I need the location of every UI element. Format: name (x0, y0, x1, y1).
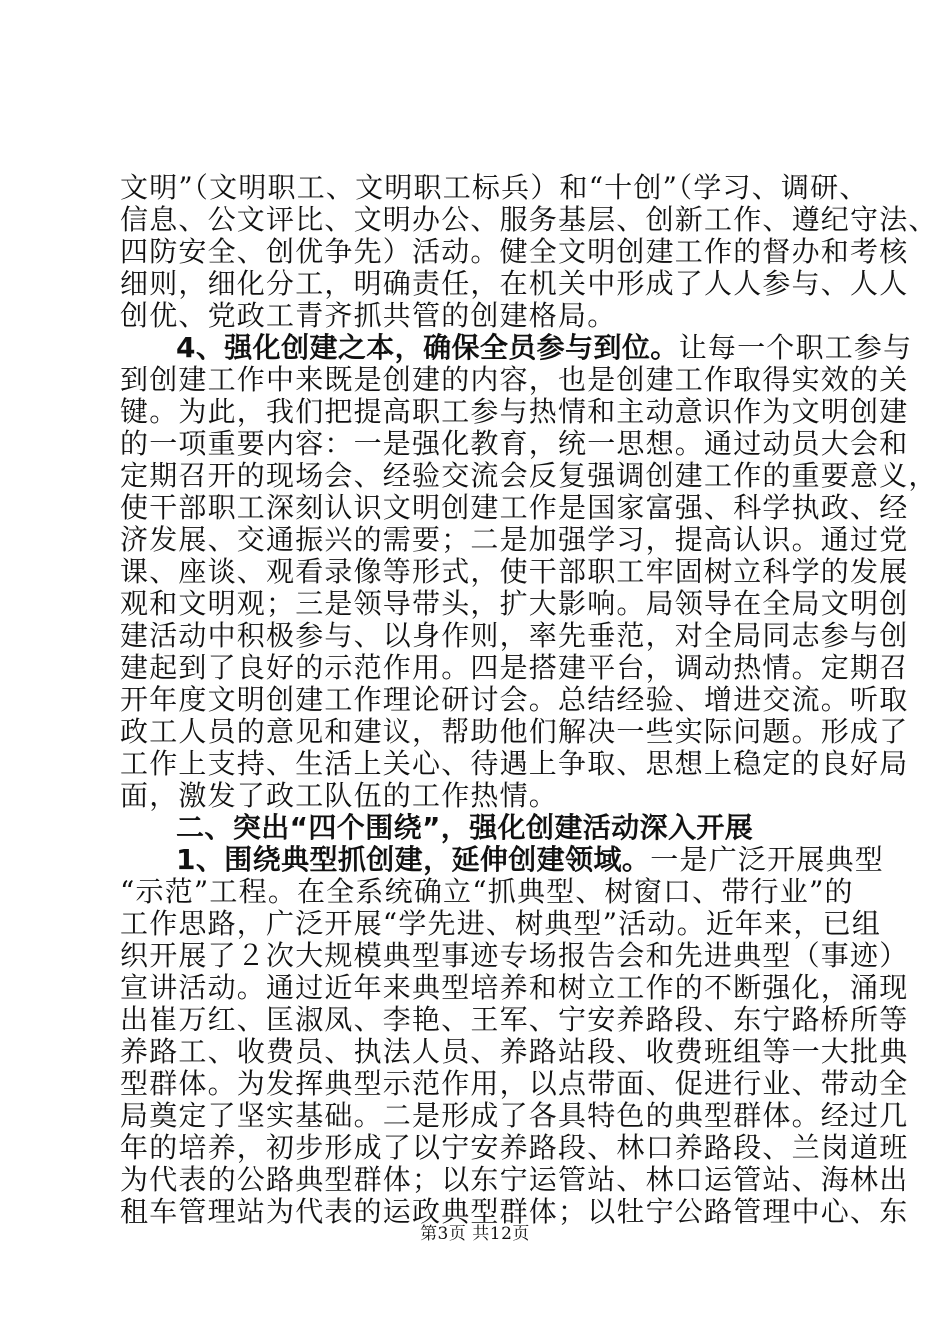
text-line (120, 747, 909, 780)
body-text: 建起到了良好的示范作用。四是搭建平台，调动热情。定期召 (120, 651, 909, 684)
text-line (120, 715, 909, 748)
page-footer (0, 1224, 950, 1244)
body-text: 织开展了２次大规模典型事迹专场报告会和先进典型（事迹） (120, 939, 909, 972)
text-line (120, 331, 913, 364)
body-text: 型群体。为发挥典型示范作用，以点带面、促进行业、带动全 (120, 1067, 909, 1100)
body-text: 文明”（文明职工、文明职工标兵）和“十创”（学习、调研、 (120, 171, 869, 204)
text-line (120, 971, 909, 1004)
body-text: 观和文明观；三是领导带头，扩大影响。局领导在全局文明创 (120, 587, 909, 620)
text-line (120, 491, 909, 524)
body-text: 出崔万红、匡淑凤、李艳、王军、宁安养路段、东宁路桥所等 (120, 1003, 909, 1036)
text-line (120, 683, 909, 716)
body-text: 到创建工作中来既是创建的内容，也是创建工作取得实效的关 (120, 363, 909, 396)
text-line (120, 171, 869, 204)
body-text: 细则，细化分工，明确责任，在机关中形成了人人参与、人人 (120, 267, 909, 300)
heading-text: 二、突出“四个围绕”，强化创建活动深入开展 (176, 811, 754, 844)
heading-text: 4、强化创建之本，确保全员参与到位。 (176, 331, 679, 364)
body-text: 四防安全、创优争先）活动。健全文明创建工作的督办和考核 (120, 235, 909, 268)
text-line (120, 651, 909, 684)
body-text: 一是广泛开展典型 (650, 843, 884, 876)
body-text: 键。为此，我们把提高职工参与热情和主动意识作为文明创建 (120, 395, 909, 428)
text-line (120, 1003, 909, 1036)
heading-text: 1、围绕典型抓创建，延伸创建领域。 (176, 843, 651, 876)
body-text: 济发展、交通振兴的需要；二是加强学习，提高认识。通过党 (120, 523, 909, 556)
text-line (120, 1163, 909, 1196)
text-line (120, 395, 909, 428)
text-line (120, 1099, 909, 1132)
text-line (120, 587, 909, 620)
body-text: 的一项重要内容：一是强化教育，统一思想。通过动员大会和 (120, 427, 909, 460)
page-number: 第3页 共12页 (420, 1224, 530, 1244)
body-text: 养路工、收费员、执法人员、养路站段、收费班组等一大批典 (120, 1035, 909, 1068)
text-line (120, 555, 909, 588)
body-text: 宣讲活动。通过近年来典型培养和树立工作的不断强化，涌现 (120, 971, 909, 1004)
body-text: 建活动中积极参与、以身作则，率先垂范，对全局同志参与创 (120, 619, 909, 652)
text-line (120, 363, 909, 396)
text-line (120, 843, 884, 876)
body-text: 定期召开的现场会、经验交流会反复强调创建工作的重要意义， (120, 459, 938, 492)
text-line (120, 523, 909, 556)
text-line (120, 267, 909, 300)
document-body (120, 171, 938, 1228)
body-text: “示范”工程。在全系统确立“抓典型、树窗口、带行业”的 (120, 875, 854, 908)
body-text: 让每一个职工参与 (678, 331, 913, 364)
body-text: 工作思路，广泛开展“学先进、树典型”活动。近年来，已组 (120, 907, 882, 940)
body-text: 租车管理站为代表的运政典型群体；以牡宁公路管理中心、东 (120, 1195, 909, 1228)
text-line (120, 235, 909, 268)
body-text: 信息、公文评比、文明办公、服务基层、创新工作、遵纪守法、 (120, 203, 938, 236)
text-line (120, 780, 832, 812)
text-line (120, 203, 938, 236)
text-line (120, 875, 854, 908)
body-text: 局奠定了坚实基础。二是形成了各具特色的典型群体。经过几 (120, 1099, 909, 1132)
text-line (120, 1131, 909, 1164)
body-text: 课、座谈、观看录像等形式，使干部职工牢固树立科学的发展 (120, 555, 909, 588)
text-line (120, 1067, 909, 1100)
text-line (120, 427, 909, 460)
text-line (120, 907, 882, 940)
body-text: 政工人员的意见和建议，帮助他们解决一些实际问题。形成了 (120, 715, 909, 748)
text-line (120, 812, 832, 844)
text-line (120, 939, 909, 972)
text-line (120, 459, 938, 492)
text-line (120, 619, 909, 652)
text-line (120, 300, 832, 332)
body-text: 面，激发了政工队伍的工作热情。 (120, 779, 559, 812)
body-text: 开年度文明创建工作理论研讨会。总结经验、增进交流。听取 (120, 683, 909, 716)
text-line (120, 1035, 909, 1068)
body-text: 工作上支持、生活上关心、待遇上争取、思想上稳定的良好局 (120, 747, 909, 780)
body-text: 创优、党政工青齐抓共管的创建格局。 (120, 299, 617, 332)
body-text: 为代表的公路典型群体；以东宁运管站、林口运管站、海林出 (120, 1163, 909, 1196)
body-text: 使干部职工深刻认识文明创建工作是国家富强、科学执政、经 (120, 491, 909, 524)
body-text: 年的培养，初步形成了以宁安养路段、林口养路段、兰岗道班 (120, 1131, 909, 1164)
